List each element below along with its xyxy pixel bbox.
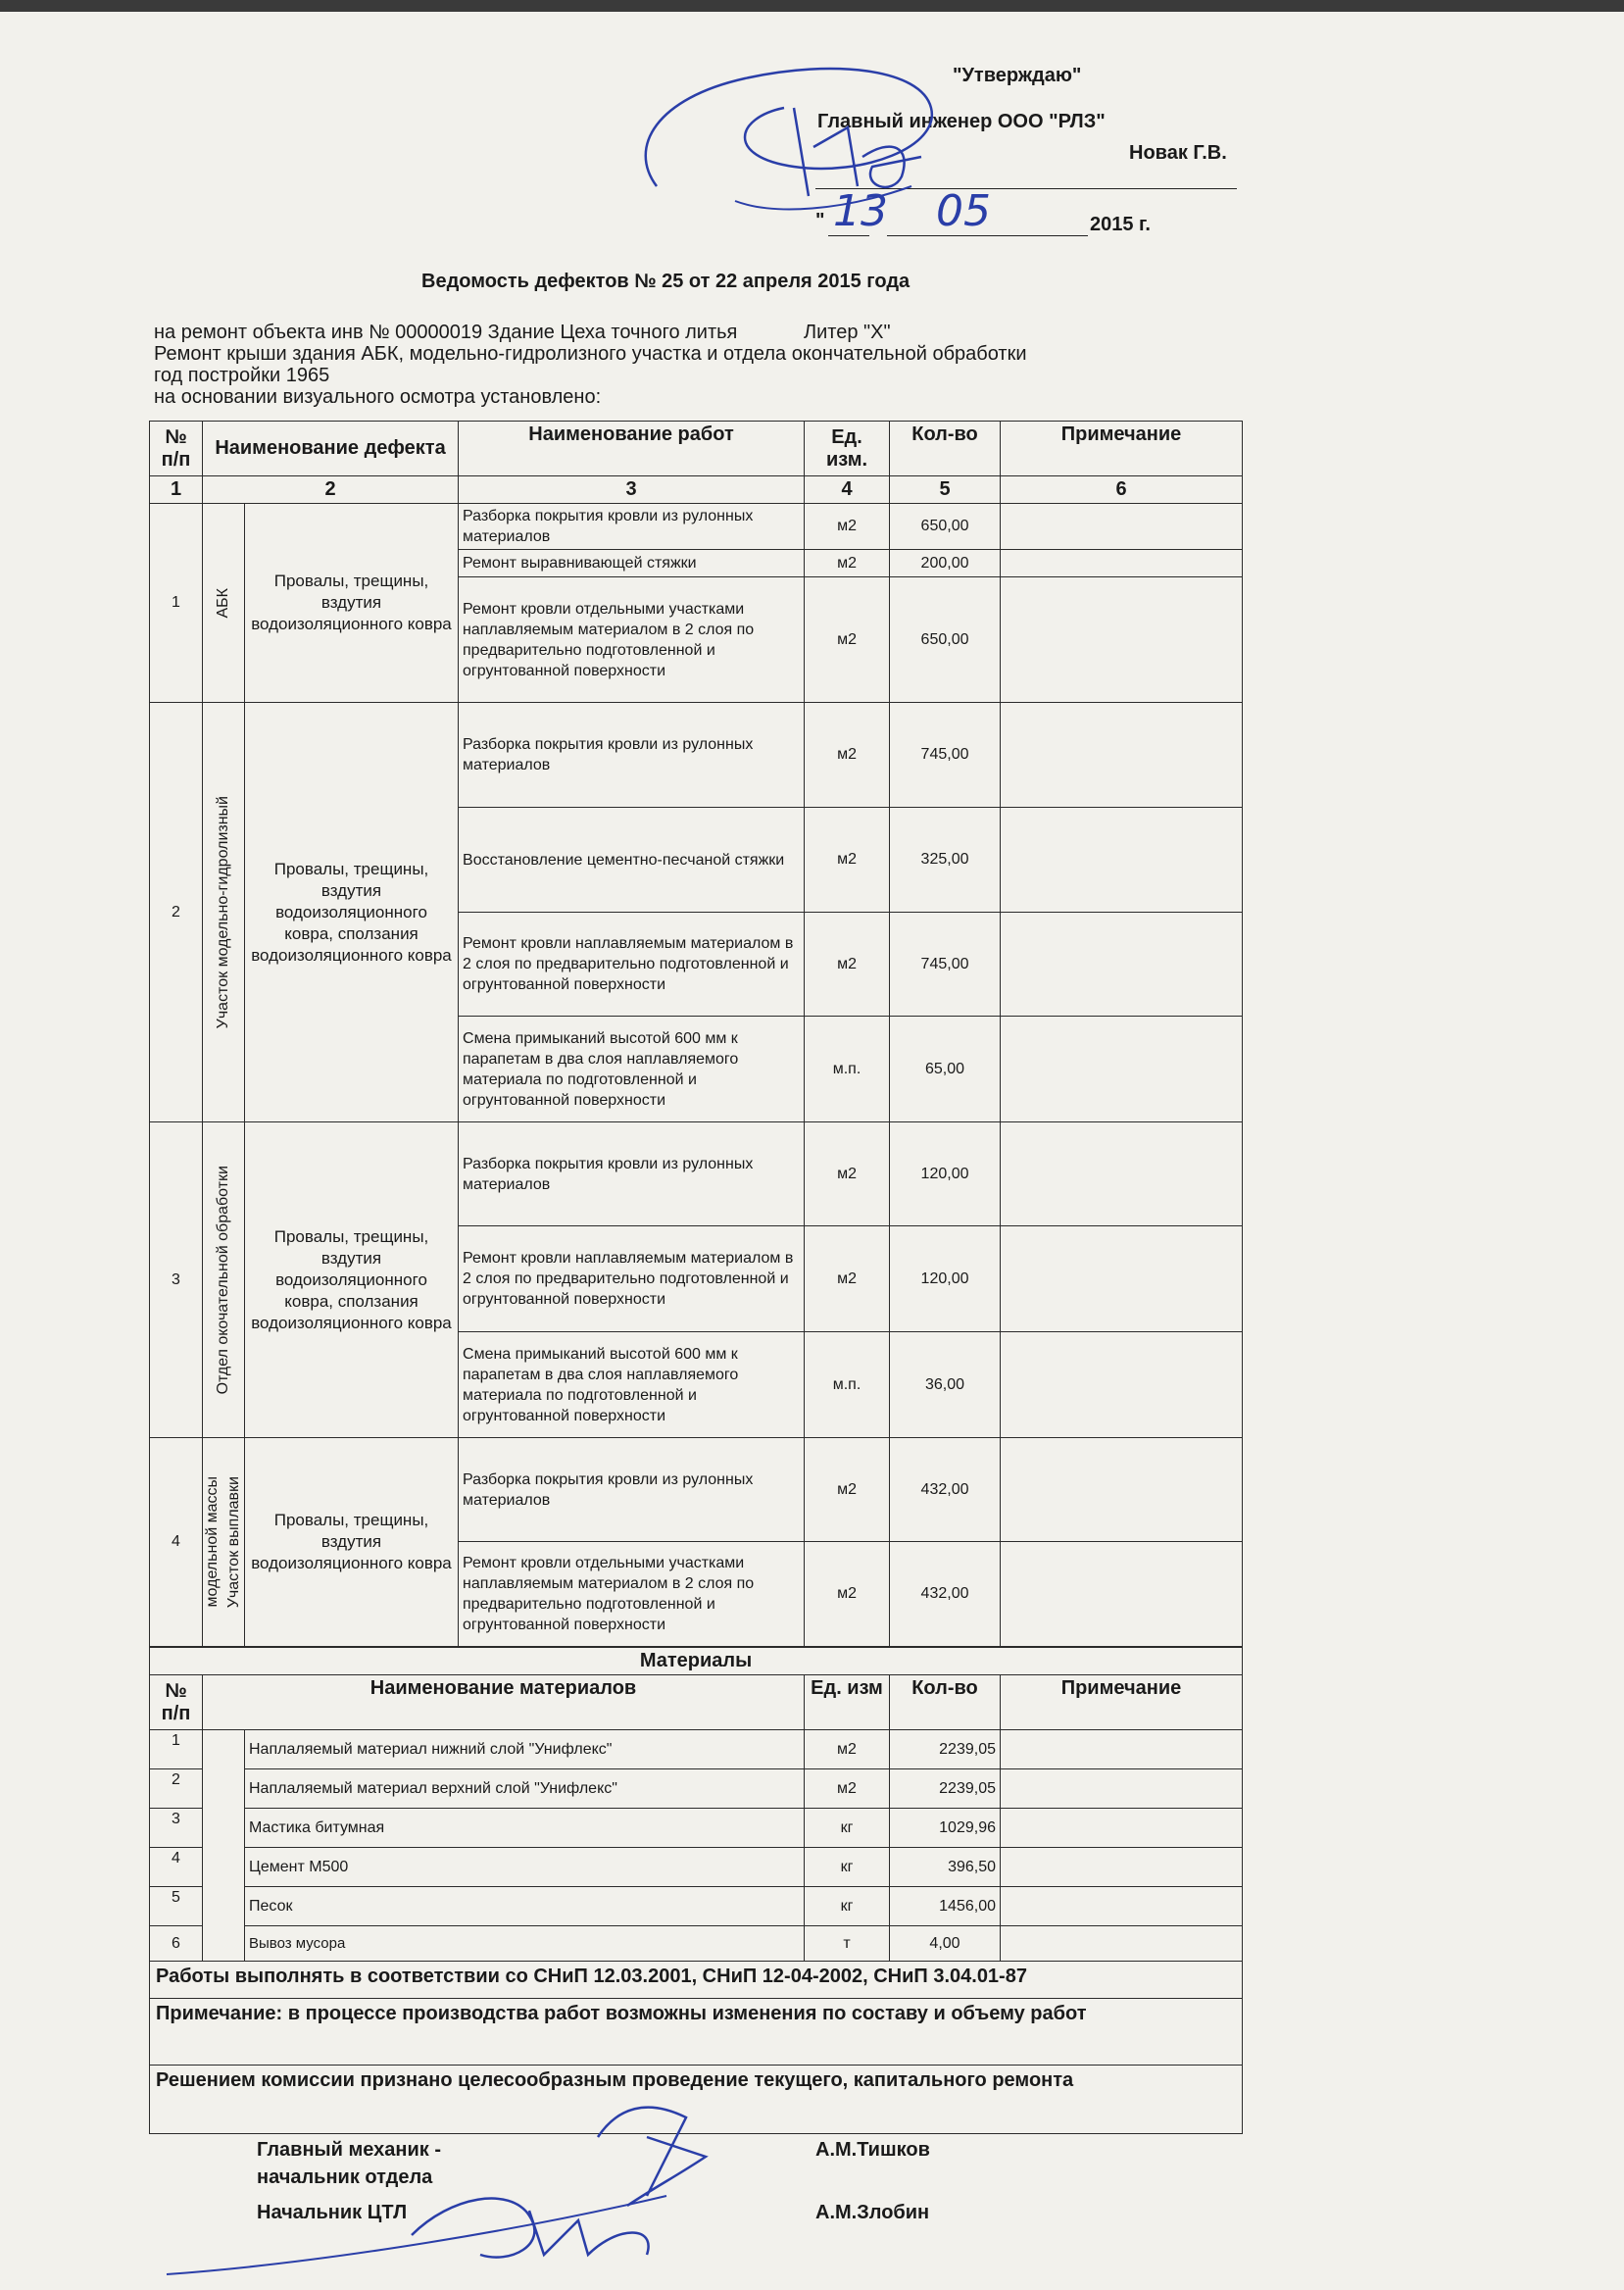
work-note <box>1001 1332 1243 1438</box>
location-label: Участок модельно-гидролизный <box>215 795 231 1029</box>
mat-unit: кг <box>805 1809 890 1848</box>
materials-title: Материалы <box>150 1648 1243 1675</box>
materials-table <box>149 1647 1243 2134</box>
ctl-title: Начальник ЦТЛ <box>257 2202 408 2223</box>
group-defect: Провалы, трещины, вздутия водоизоляционного ковра <box>245 504 459 703</box>
defects-table <box>149 421 1243 1647</box>
header-unit: Ед. изм. <box>805 422 890 476</box>
work-note <box>1001 1542 1243 1647</box>
work-note <box>1001 1438 1243 1542</box>
mat-qty: 1456,00 <box>890 1887 1001 1926</box>
work-note <box>1001 913 1243 1017</box>
group-num: 1 <box>150 504 203 703</box>
intro-block <box>154 322 1027 408</box>
mech-name: А.М.Тишков <box>815 2139 930 2161</box>
group-location <box>203 703 245 1122</box>
mat-qty: 396,50 <box>890 1848 1001 1887</box>
work-qty: 200,00 <box>890 550 1001 577</box>
work-note <box>1001 1226 1243 1332</box>
work-qty: 745,00 <box>890 703 1001 808</box>
mat-unit: кг <box>805 1848 890 1887</box>
work-qty: 650,00 <box>890 577 1001 703</box>
work-name: Ремонт кровли отдельными участками наплавляемым материалом в 2 слоя по предварительно подготовленной и огрунтованной поверхности <box>459 577 805 703</box>
work-unit: м2 <box>805 1122 890 1226</box>
group-num: 3 <box>150 1122 203 1438</box>
mat-blank <box>203 1730 245 1962</box>
work-qty: 120,00 <box>890 1122 1001 1226</box>
location-label: АБК <box>215 587 231 619</box>
group-defect: Провалы, трещины, вздутия водоизоляционного ковра, сползания водоизоляционного ковра <box>245 703 459 1122</box>
location-label: Отдел окочательной обработки <box>215 1165 231 1395</box>
work-qty: 432,00 <box>890 1438 1001 1542</box>
work-name: Ремонт кровли наплавляемым материалом в 2 слоя по предварительно подготовленной и огрунтованной поверхности <box>459 913 805 1017</box>
work-unit: м2 <box>805 703 890 808</box>
decision-note: Решением комиссии признано целесообразным проведение текущего, капитального ремонта <box>150 2066 1243 2134</box>
work-unit: м2 <box>805 577 890 703</box>
work-name: Разборка покрытия кровли из рулонных материалов <box>459 504 805 550</box>
work-name: Ремонт кровли наплавляемым материалом в 2 слоя по предварительно подготовленной и огрунтованной поверхности <box>459 1226 805 1332</box>
approval-name: Новак Г.В. <box>1129 142 1227 164</box>
header-note: Примечание <box>1001 422 1243 476</box>
colnum-2: 2 <box>203 476 459 504</box>
colnum-3: 3 <box>459 476 805 504</box>
work-qty: 650,00 <box>890 504 1001 550</box>
change-note: Примечание: в процессе производства работ возможны изменения по составу и объему работ <box>150 1999 1243 2066</box>
mat-header-qty: Кол-во <box>890 1675 1001 1730</box>
document-title: Ведомость дефектов № 25 от 22 апреля 2015 года <box>421 271 910 292</box>
date-day: 13 <box>833 186 888 236</box>
snip-note: Работы выполнять в соответствии со СНиП 12.03.2001, СНиП 12-04-2002, СНиП 3.04.01-87 <box>150 1962 1243 1999</box>
intro-basis: на основании визуального осмотра установлено: <box>154 386 602 408</box>
mat-note <box>1001 1887 1243 1926</box>
mat-note <box>1001 1769 1243 1809</box>
work-name: Смена примыканий высотой 600 мм к парапетам в два слоя наплавляемого материала по подготовленной и огрунтованной поверхности <box>459 1017 805 1122</box>
work-name: Смена примыканий высотой 600 мм к парапетам в два слоя наплавляемого материала по подготовленной и огрунтованной поверхности <box>459 1332 805 1438</box>
work-note <box>1001 550 1243 577</box>
work-qty: 65,00 <box>890 1017 1001 1122</box>
mat-qty: 2239,05 <box>890 1730 1001 1769</box>
mat-unit: т <box>805 1926 890 1962</box>
approval-position: Главный инженер ООО "РЛЗ" <box>817 111 1106 132</box>
header-work: Наименование работ <box>459 422 805 476</box>
work-note <box>1001 577 1243 703</box>
table-row <box>150 1122 1243 1226</box>
mat-header-name: Наименование материалов <box>203 1675 805 1730</box>
work-qty: 432,00 <box>890 1542 1001 1647</box>
mat-num: 1 <box>150 1730 203 1769</box>
mat-name: Мастика битумная <box>245 1809 805 1848</box>
material-row <box>150 1769 1243 1809</box>
mat-qty: 4,00 <box>890 1926 1001 1962</box>
date-year: 2015 г. <box>1090 214 1151 235</box>
work-qty: 120,00 <box>890 1226 1001 1332</box>
material-row <box>150 1730 1243 1769</box>
work-name: Ремонт выравнивающей стяжки <box>459 550 805 577</box>
table-row <box>150 1438 1243 1542</box>
work-note <box>1001 504 1243 550</box>
mat-note <box>1001 1730 1243 1769</box>
work-unit: м2 <box>805 1226 890 1332</box>
group-num: 2 <box>150 703 203 1122</box>
work-name: Разборка покрытия кровли из рулонных материалов <box>459 703 805 808</box>
work-note <box>1001 808 1243 913</box>
colnum-6: 6 <box>1001 476 1243 504</box>
material-row <box>150 1926 1243 1962</box>
colnum-1: 1 <box>150 476 203 504</box>
header-num: № п/п <box>150 422 203 476</box>
mat-header-unit: Ед. изм <box>805 1675 890 1730</box>
work-note <box>1001 703 1243 808</box>
mat-name: Цемент М500 <box>245 1848 805 1887</box>
work-unit: м2 <box>805 913 890 1017</box>
work-note <box>1001 1017 1243 1122</box>
colnum-4: 4 <box>805 476 890 504</box>
group-location <box>203 1122 245 1438</box>
work-qty: 36,00 <box>890 1332 1001 1438</box>
work-note <box>1001 1122 1243 1226</box>
work-name: Разборка покрытия кровли из рулонных материалов <box>459 1122 805 1226</box>
scan-top-edge <box>0 0 1624 12</box>
group-defect: Провалы, трещины, вздутия водоизоляционного ковра, сползания водоизоляционного ковра <box>245 1122 459 1438</box>
work-unit: м2 <box>805 550 890 577</box>
table-row <box>150 703 1243 808</box>
colnum-5: 5 <box>890 476 1001 504</box>
mat-header-note: Примечание <box>1001 1675 1243 1730</box>
approval-label: "Утверждаю" <box>953 65 1082 86</box>
mat-note <box>1001 1809 1243 1848</box>
mat-num: 3 <box>150 1809 203 1848</box>
mat-qty: 2239,05 <box>890 1769 1001 1809</box>
work-unit: м2 <box>805 1438 890 1542</box>
group-location <box>203 1438 245 1647</box>
mat-name: Песок <box>245 1887 805 1926</box>
mat-qty: 1029,96 <box>890 1809 1001 1848</box>
mat-name: Вывоз мусора <box>245 1926 805 1962</box>
mat-num: 6 <box>150 1926 203 1962</box>
mat-note <box>1001 1848 1243 1887</box>
mat-unit: кг <box>805 1887 890 1926</box>
mat-unit: м2 <box>805 1769 890 1809</box>
commission-signatures <box>157 2098 843 2284</box>
intro-liter: Литер "Х" <box>804 322 891 343</box>
mat-num: 2 <box>150 1769 203 1809</box>
mat-header-num: № п/п <box>150 1675 203 1730</box>
group-location <box>203 504 245 703</box>
work-unit: м.п. <box>805 1332 890 1438</box>
mat-note <box>1001 1926 1243 1962</box>
mat-name: Наплаляемый материал нижний слой "Унифлекс" <box>245 1730 805 1769</box>
work-name: Восстановление цементно-песчаной стяжки <box>459 808 805 913</box>
intro-year: год постройки 1965 <box>154 365 330 386</box>
material-row <box>150 1887 1243 1926</box>
date-month: 05 <box>936 186 991 236</box>
work-name: Ремонт кровли отдельными участками наплавляемым материалом в 2 слоя по предварительно подготовленной и огрунтованной поверхности <box>459 1542 805 1647</box>
work-unit: м2 <box>805 1542 890 1647</box>
work-unit: м2 <box>805 504 890 550</box>
location-label-line2: модельной массы <box>204 1476 221 1608</box>
work-unit: м.п. <box>805 1017 890 1122</box>
work-qty: 325,00 <box>890 808 1001 913</box>
mat-name: Наплаляемый материал верхний слой "Унифлекс" <box>245 1769 805 1809</box>
header-qty: Кол-во <box>890 422 1001 476</box>
work-name: Разборка покрытия кровли из рулонных материалов <box>459 1438 805 1542</box>
group-num: 4 <box>150 1438 203 1647</box>
header-defect: Наименование дефекта <box>203 422 459 476</box>
intro-repair: Ремонт крыши здания АБК, модельно-гидролизного участка и отдела окончательной обработки <box>154 343 1027 365</box>
mech-title-line1: Главный механик - <box>257 2139 441 2161</box>
table-row <box>150 504 1243 550</box>
work-unit: м2 <box>805 808 890 913</box>
material-row <box>150 1848 1243 1887</box>
ctl-name: А.М.Злобин <box>815 2202 930 2223</box>
date-prefix: " <box>815 210 825 231</box>
material-row <box>150 1809 1243 1848</box>
location-label-line1: Участок выплавки <box>225 1475 242 1609</box>
group-defect: Провалы, трещины, вздутия водоизоляционного ковра <box>245 1438 459 1647</box>
mech-title-line2: начальник отдела <box>257 2166 433 2188</box>
work-qty: 745,00 <box>890 913 1001 1017</box>
mat-num: 5 <box>150 1887 203 1926</box>
mat-unit: м2 <box>805 1730 890 1769</box>
intro-object: на ремонт объекта инв № 00000019 Здание Цеха точного литья <box>154 322 738 343</box>
mat-num: 4 <box>150 1848 203 1887</box>
approval-signature <box>617 39 970 245</box>
